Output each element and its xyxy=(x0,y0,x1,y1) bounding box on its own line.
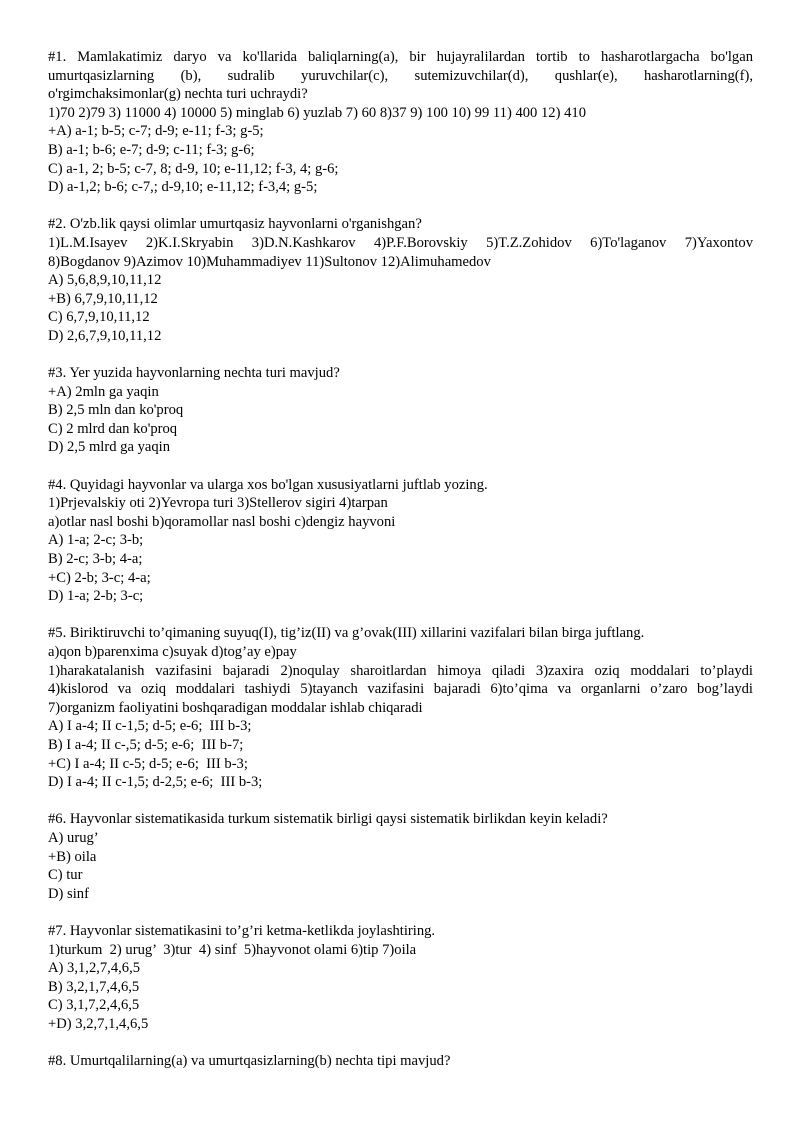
answer-option: A) 1-a; 2-c; 3-b; xyxy=(48,532,144,549)
question-5 xyxy=(48,624,753,791)
question-text: #4. Quyidagi hayvonlar va ularga xos bo'lgan xususiyatlarni juftlab yozing. xyxy=(48,476,488,493)
question-2 xyxy=(48,215,753,345)
answer-option: D) 2,6,7,9,10,11,12 xyxy=(48,327,162,344)
answer-option: B) I a-4; II c-,5; d-5; e-6; III b-7; xyxy=(48,736,244,753)
question-choices: 1)70 2)79 3) 11000 4) 10000 5) minglab 6) yuzlab 7) 60 8)37 9) 100 10) 99 11) 400 12) 410 xyxy=(48,104,586,121)
answer-option: +A) 2mln ga yaqin xyxy=(48,383,159,400)
answer-option: +C) I a-4; II c-5; d-5; e-6; III b-3; xyxy=(48,755,248,772)
answer-option: B) a-1; b-6; e-7; d-9; c-11; f-3; g-6; xyxy=(48,141,255,158)
answer-option: B) 3,2,1,7,4,6,5 xyxy=(48,978,140,995)
answer-option: D) I a-4; II c-1,5; d-2,5; e-6; III b-3; xyxy=(48,774,263,791)
question-text: #3. Yer yuzida hayvonlarning nechta turi mavjud? xyxy=(48,365,340,382)
answer-option: A) I a-4; II c-1,5; d-5; e-6; III b-3; xyxy=(48,718,252,735)
answer-option: C) 6,7,9,10,11,12 xyxy=(48,309,150,326)
answer-option: A) 3,1,2,7,4,6,5 xyxy=(48,960,141,977)
answer-option: A) urug’ xyxy=(48,829,99,846)
question-text: #1. Mamlakatimiz daryo va ko'llarida baliqlarning(a), bir hujayralilardan tortib to hasharotlargacha bo'lgan xyxy=(48,49,753,65)
answer-option: +B) oila xyxy=(48,848,97,865)
question-8 xyxy=(48,1052,753,1071)
answer-option: B) 2,5 mln dan ko'proq xyxy=(48,402,184,419)
answer-option: C) 2 mlrd dan ko'proq xyxy=(48,420,178,437)
question-choices: a)qon b)parenxima c)suyak d)tog’ay e)pay xyxy=(48,644,297,660)
question-choices: 8)Bogdanov 9)Azimov 10)Muhammadiyev 11)Sultonov 12)Alimuhamedov xyxy=(48,253,491,270)
question-choices: 1)Prjevalskiy oti 2)Yevropa turi 3)Stellerov sigiri 4)tarpan xyxy=(48,495,388,512)
answer-option: +B) 6,7,9,10,11,12 xyxy=(48,290,158,307)
question-7 xyxy=(48,922,753,1034)
question-text: o'rgimchaksimonlar(g) nechta turi uchraydi? xyxy=(48,86,308,103)
question-text: #5. Biriktiruvchi to’qimaning suyuq(I), tig’iz(II) va g’ovak(III) xillarini vazifalari bilan birga juftlang. xyxy=(48,625,645,642)
answer-option: C) tur xyxy=(48,867,83,884)
answer-option: +A) a-1; b-5; c-7; d-9; e-11; f-3; g-5; xyxy=(48,123,264,140)
answer-option: D) a-1,2; b-6; c-7,; d-9,10; e-11,12; f-3,4; g-5; xyxy=(48,179,318,196)
answer-option: B) 2-c; 3-b; 4-a; xyxy=(48,551,143,568)
question-text: #7. Hayvonlar sistematikasini to’g’ri ketma-ketlikda joylashtiring. xyxy=(48,922,436,939)
answer-option: C) a-1, 2; b-5; c-7, 8; d-9, 10; e-11,12; f-3, 4; g-6; xyxy=(48,160,339,177)
answer-option: D) sinf xyxy=(48,885,89,902)
question-choices: a)otlar nasl boshi b)qoramollar nasl boshi c)dengiz hayvoni xyxy=(48,513,396,530)
question-text: #2. O'zb.lik qaysi olimlar umurtqasiz hayvonlarni o'rganishgan? xyxy=(48,216,422,233)
document-page xyxy=(48,48,753,1089)
question-choices: 4)kislorod va oziq moddalari tashiydi 5)tayanch vazifasini bajaradi 6)to’qima va organlarni o’zaro bog’laydi xyxy=(48,681,753,698)
question-1 xyxy=(48,48,753,197)
question-text: #8. Umurtqalilarning(a) va umurtqasizlarning(b) nechta tipi mavjud? xyxy=(48,1053,451,1070)
question-choices: 1)turkum 2) urug’ 3)tur 4) sinf 5)hayvonot olami 6)tip 7)oila xyxy=(48,941,417,958)
answer-option: D) 1-a; 2-b; 3-c; xyxy=(48,588,144,605)
question-3 xyxy=(48,364,753,457)
answer-option: +D) 3,2,7,1,4,6,5 xyxy=(48,1015,149,1032)
answer-option: +C) 2-b; 3-c; 4-a; xyxy=(48,569,151,586)
answer-option: A) 5,6,8,9,10,11,12 xyxy=(48,272,162,289)
answer-option: D) 2,5 mlrd ga yaqin xyxy=(48,439,170,456)
question-choices: 7)organizm faoliyatini boshqaradigan moddalar ishlab chiqaradi xyxy=(48,699,423,716)
answer-option: C) 3,1,7,2,4,6,5 xyxy=(48,997,140,1014)
question-choices: 1)L.M.Isayev 2)K.I.Skryabin 3)D.N.Kashkarov 4)P.F.Borovskiy 5)T.Z.Zohidov 6)To'laganov 7)Yaxontov xyxy=(48,234,753,251)
question-4 xyxy=(48,476,753,606)
question-choices: 1)harakatalanish vazifasini bajaradi 2)noqulay sharoitlardan himoya qiladi 3)zaxira oziq moddalari to’playdi xyxy=(48,662,753,679)
question-text: umurtqasizlarning (b), sudralib yuruvchilar(c), sutemizuvchilar(d), qushlar(e), hasharotlarning(f), xyxy=(48,67,753,84)
question-text: #6. Hayvonlar sistematikasida turkum sistematik birligi qaysi sistematik birlikdan keyin keladi? xyxy=(48,811,608,828)
question-6 xyxy=(48,810,753,903)
